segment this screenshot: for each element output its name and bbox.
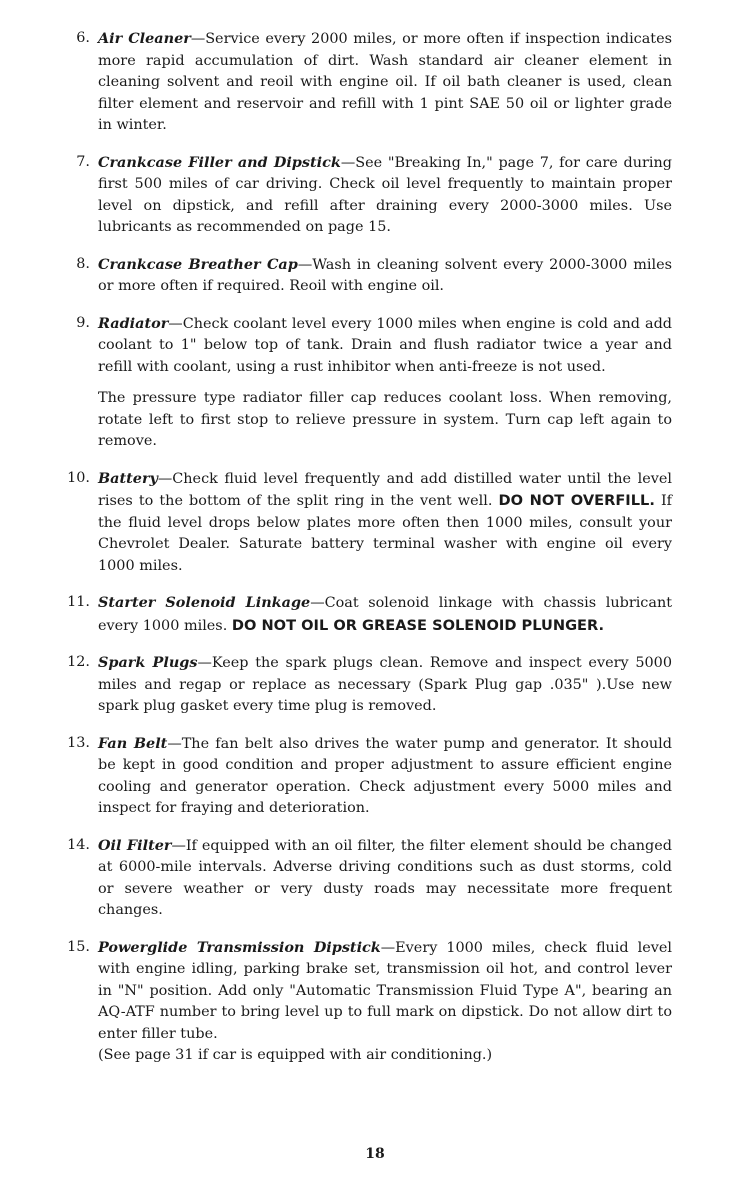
item-starter-solenoid	[60, 592, 672, 637]
item-paragraph-2: The pressure type radiator filler cap reduces coolant loss. When removing, rotate left to first stop to relieve pressure in system. Turn cap left again to remove.	[98, 390, 672, 449]
item-number: 7.	[76, 153, 90, 170]
item-air-cleaner	[60, 28, 672, 137]
item-title: Battery	[98, 469, 158, 487]
item-text-continued: If the fluid level drops below plates more often then 1000 miles, consult your Chevrolet Dealer. Saturate battery terminal washer with engine oil every 1000 miles.	[98, 493, 672, 574]
item-text: —Keep the spark plugs clean. Remove and inspect every 5000 miles and regap or replace as necessary (Spark Plug gap .035" ).Use new spark plug gasket every time plug is removed.	[98, 655, 672, 714]
item-fan-belt	[60, 733, 672, 820]
item-title: Crankcase Breather Cap	[98, 255, 298, 273]
item-spark-plugs	[60, 652, 672, 718]
item-crankcase-filler	[60, 152, 672, 239]
item-number: 15.	[67, 938, 90, 955]
item-radiator	[60, 313, 672, 453]
item-text: —Every 1000 miles, check fluid level with engine idling, parking brake set, transmission oil hot, and control lever in "N" position. Add only "Automatic Transmission Fluid Type A", bearing an AQ-ATF number to bring level up to full mark on dipstick. Do not allow dirt to enter filler tube.	[98, 939, 673, 1042]
item-number: 12.	[67, 654, 90, 670]
item-battery	[60, 468, 672, 578]
item-title: Spark Plugs	[98, 654, 198, 671]
item-note: (See page 31 if car is equipped with air conditioning.)	[98, 1047, 493, 1063]
item-title: Air Cleaner	[98, 30, 191, 47]
manual-page	[60, 28, 672, 1082]
item-number: 9.	[76, 314, 90, 331]
item-number: 8.	[76, 255, 90, 272]
item-number: 13.	[67, 734, 90, 751]
page-number: 18	[365, 1146, 385, 1162]
item-number: 6.	[76, 30, 90, 46]
item-title: Oil Filter	[98, 836, 172, 854]
item-breather-cap	[60, 254, 672, 298]
item-title: Starter Solenoid Linkage	[98, 594, 311, 611]
item-title: Crankcase Filler and Dipstick	[98, 153, 341, 171]
item-text: —The fan belt also drives the water pump and generator. It should be kept in good condition and proper adjustment to assure efficient engine cooling and generator operation. Check adjustment every 5000 miles and inspect for fraying and deterioration.	[98, 735, 672, 816]
item-number: 11.	[67, 594, 90, 610]
item-number: 14.	[67, 836, 90, 853]
item-transmission-dipstick	[60, 937, 672, 1067]
item-text: —Coat solenoid linkage with chassis lubricant every 1000 miles.	[98, 595, 672, 634]
item-oil-filter	[60, 835, 672, 922]
item-text: —If equipped with an oil filter, the filter element should be changed at 6000-mile intervals. Adverse driving conditions such as dust storms, cold or severe weather or very dusty roads may necessitate more frequent changes.	[98, 837, 672, 918]
item-title: Radiator	[98, 314, 169, 332]
item-title: Powerglide Transmission Dipstick	[98, 938, 381, 956]
item-text: —Service every 2000 miles, or more often if inspection indicates more rapid accumulation of dirt. Wash standard air cleaner element in cleaning solvent and reoil with engine oil. If oil bath cleaner is used, clean filter element and reservoir and refill with 1 pint SAE 50 oil or lighter grade in winter.	[98, 31, 672, 133]
item-text: —See "Breaking In," page 7, for care during first 500 miles of car driving. Check oil level frequently to maintain proper level on dipstick, and refill after draining every 2000-3000 miles. Use lubricants as recommended on page 15.	[98, 154, 672, 235]
warning-text: DO NOT OVERFILL.	[498, 492, 655, 509]
item-text: —Check coolant level every 1000 miles when engine is cold and add coolant to 1" below top of tank. Drain and flush radiator twice a year and refill with coolant, using a rust inhibitor when anti-freeze is not used.	[98, 315, 672, 375]
item-title: Fan Belt	[98, 734, 168, 752]
warning-text: DO NOT OIL OR GREASE SOLENOID PLUNGER.	[231, 616, 605, 634]
item-text: —Check fluid level frequently and add distilled water until the level rises to the bottom of the split ring in the vent well.	[98, 470, 672, 509]
item-text: —Wash in cleaning solvent every 2000-3000 miles or more often if required. Reoil with engine oil.	[98, 256, 672, 294]
item-number: 10.	[67, 469, 90, 486]
